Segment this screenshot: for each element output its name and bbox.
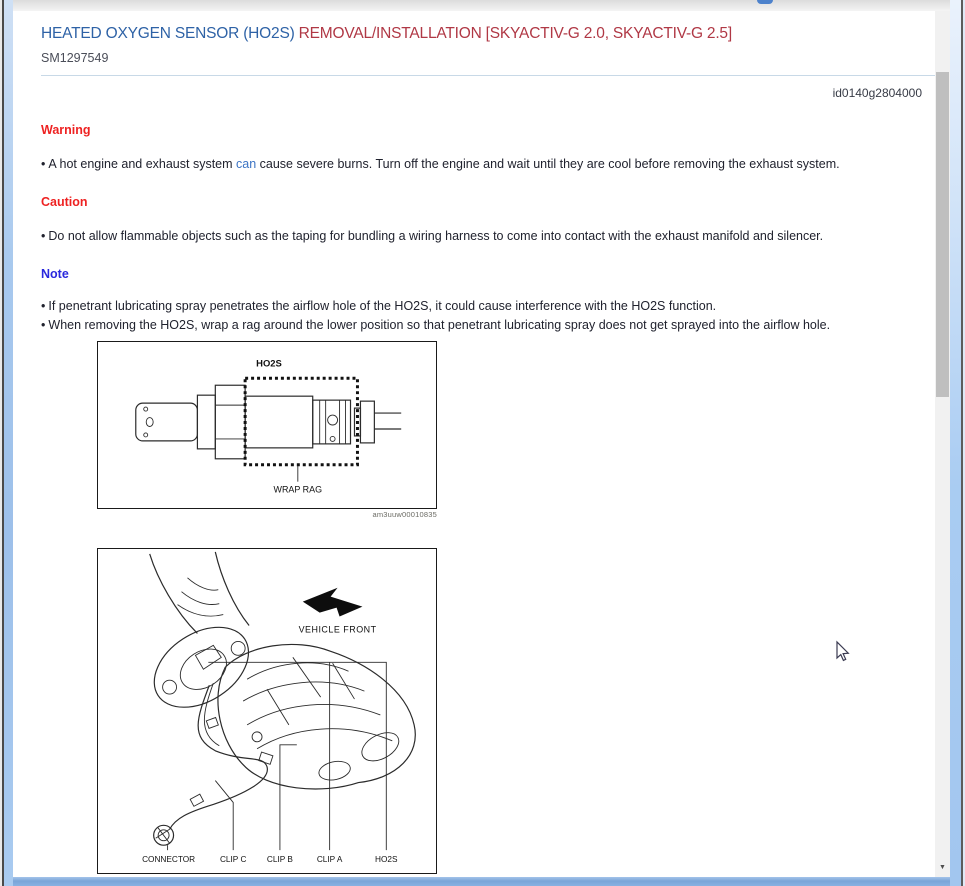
bullet-marker: • bbox=[41, 299, 46, 313]
figure-ho2s-location bbox=[97, 548, 437, 874]
page-title bbox=[41, 24, 922, 43]
window-bottom-bar bbox=[4, 877, 961, 886]
warning-text-pre: A hot engine and exhaust system bbox=[48, 157, 237, 171]
figure2-vehicle-front-label: VEHICLE FRONT bbox=[298, 624, 377, 635]
note-bullet-1 bbox=[41, 299, 922, 314]
toolbar-button-remnant bbox=[757, 0, 773, 4]
scrollbar-down-arrow-icon[interactable]: ▼ bbox=[939, 864, 946, 871]
title-divider bbox=[41, 75, 935, 76]
vehicle-front-arrow-icon bbox=[303, 588, 363, 617]
figure2-clip-a-label: CLIP A bbox=[316, 855, 343, 865]
wrap-rag-dotted-zone bbox=[245, 378, 357, 464]
doc-id: id0140g2804000 bbox=[832, 86, 922, 100]
can-link[interactable]: can bbox=[236, 157, 257, 171]
catalytic-converter bbox=[218, 644, 415, 789]
figure2-clip-b-label: CLIP B bbox=[266, 855, 293, 865]
figure1-ho2s-label: HO2S bbox=[256, 358, 282, 370]
sensor-body bbox=[136, 385, 401, 459]
window-left-border bbox=[0, 0, 13, 886]
bullet-marker: • bbox=[41, 318, 46, 332]
note-text-2: When removing the HO2S, wrap a rag around the lower position so that penetrant lubricating spray does not get sprayed into the airflow hole. bbox=[48, 318, 831, 332]
caution-bullet bbox=[41, 229, 922, 244]
harness-connector bbox=[154, 825, 174, 845]
left-border-blue-strip bbox=[4, 0, 13, 886]
note-heading: Note bbox=[41, 267, 69, 281]
page-title-red-part: REMOVAL/INSTALLATION [SKYACTIV-G 2.0, SKYACTIV-G 2.5] bbox=[298, 25, 732, 42]
doc-number: SM1297549 bbox=[41, 51, 109, 65]
exhaust-system-drawing bbox=[98, 549, 436, 873]
ho2s-sensor-drawing bbox=[98, 342, 436, 508]
note-bullet-2 bbox=[41, 318, 922, 333]
window-right-border bbox=[948, 0, 965, 886]
service-manual-page bbox=[41, 11, 922, 884]
sensor-harness bbox=[170, 683, 273, 829]
figure2-connector-label: CONNECTOR bbox=[142, 855, 196, 865]
bullet-marker: • bbox=[41, 157, 46, 171]
warning-bullet bbox=[41, 157, 922, 172]
caution-heading: Caution bbox=[41, 195, 88, 209]
figure-ho2s-wrap-rag bbox=[97, 341, 437, 509]
page-title-blue-part: HEATED OXYGEN SENSOR (HO2S) bbox=[41, 25, 299, 42]
note-text-1: If penetrant lubricating spray penetrates the airflow hole of the HO2S, it could cause interference with the HO2S function. bbox=[48, 299, 717, 313]
bullet-marker: • bbox=[41, 229, 46, 243]
figure2-clip-c-label: CLIP C bbox=[219, 855, 247, 865]
figure2-ho2s-label: HO2S bbox=[375, 855, 398, 865]
label-leader-lines bbox=[168, 662, 387, 850]
window-top-bar bbox=[0, 0, 965, 11]
caution-text: Do not allow flammable objects such as the taping for bundling a wiring harness to come into contact with the exhaust manifold and silencer. bbox=[48, 229, 824, 243]
right-border-blue-strip bbox=[950, 0, 961, 886]
figure1-caption: am3uuw00010835 bbox=[372, 510, 437, 519]
warning-heading: Warning bbox=[41, 123, 91, 137]
exhaust-pipe bbox=[150, 552, 249, 634]
figure1-wrap-rag-label: WRAP RAG bbox=[273, 484, 323, 495]
document-viewport bbox=[13, 11, 935, 877]
warning-text-post: cause severe burns. Turn off the engine and wait until they are cool before removing the exhaust system. bbox=[256, 157, 840, 171]
